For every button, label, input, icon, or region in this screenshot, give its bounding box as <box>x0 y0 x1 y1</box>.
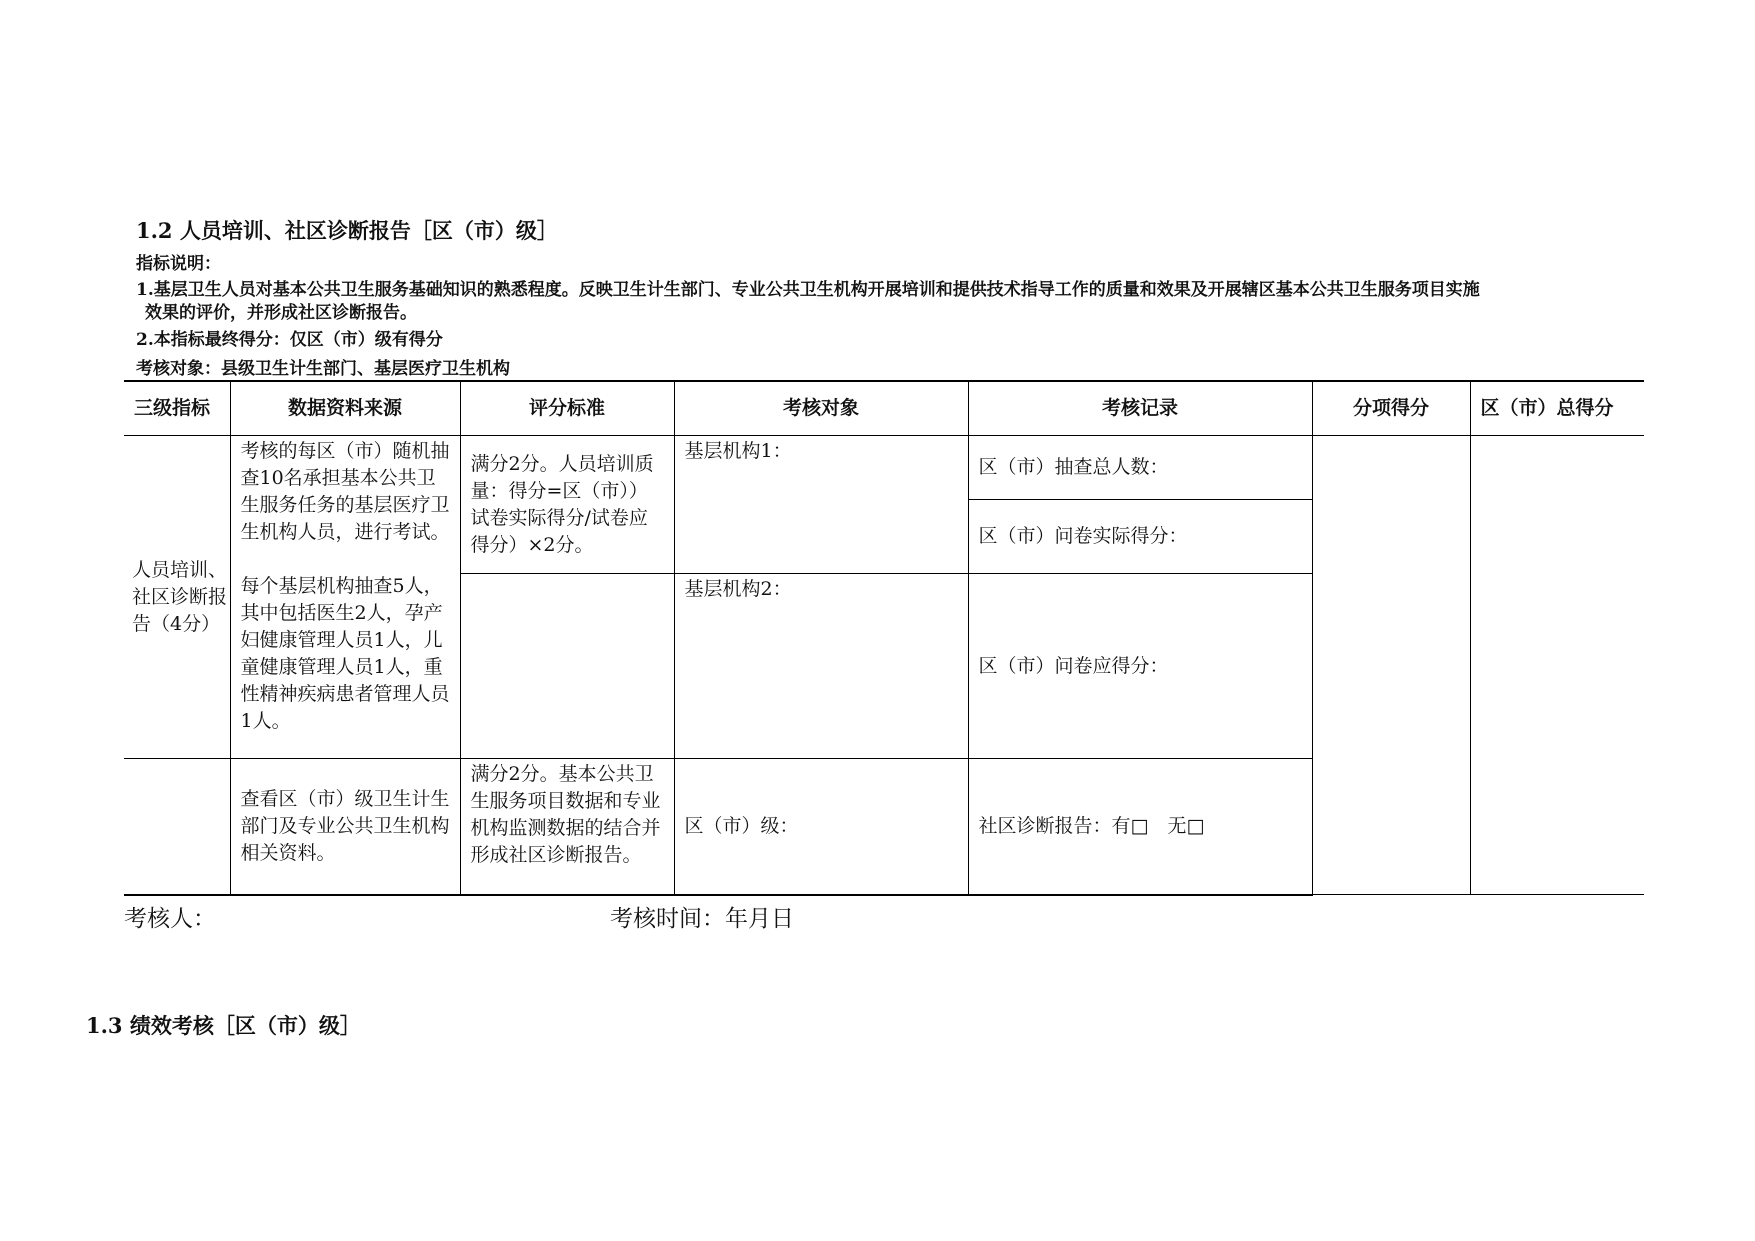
header-criteria: 评分标准 <box>460 381 674 436</box>
header-indicator: 三级指标 <box>124 381 230 436</box>
table-header-row <box>124 381 1644 436</box>
note-2: 2.本指标最终得分：仅区（市）级有得分 <box>136 330 443 350</box>
next-section-title: 1.3 绩效考核［区（市）级］ <box>86 1013 361 1038</box>
indicator-cell: 人员培训、社区诊断报告（4分） <box>124 436 230 759</box>
header-total-score: 区（市）总得分 <box>1470 381 1644 436</box>
criteria-cell-1: 满分2分。人员培训质量：得分=区（市））试卷实际得分/试卷应得分）×2分。 <box>460 436 674 574</box>
target-cell-3: 区（市）级： <box>674 759 968 895</box>
assessor-label: 考核人： <box>124 906 216 932</box>
note-heading: 指标说明： <box>136 254 221 274</box>
total-score-cell[interactable] <box>1470 436 1644 895</box>
record-cell-4[interactable]: 社区诊断报告：有□ 无□ <box>968 759 1312 895</box>
item-score-cell-1[interactable] <box>1312 436 1470 895</box>
source-cell-2: 查看区（市）级卫生计生部门及专业公共卫生机构相关资料。 <box>230 759 460 895</box>
assessment-time-label: 考核时间：年月日 <box>610 906 794 932</box>
source-1b: 每个基层机构抽查5人，其中包括医生2人，孕产妇健康管理人员1人，儿童健康管理人员1人，重性精神疾病患者管理人员1人。 <box>240 575 450 732</box>
record-cell-1: 区（市）抽查总人数： <box>968 436 1312 500</box>
header-source: 数据资料来源 <box>230 381 460 436</box>
assessment-table <box>124 380 1644 896</box>
target-cell-1: 基层机构1： <box>674 436 968 574</box>
section-title: 1.2 人员培训、社区诊断报告［区（市）级］ <box>136 218 558 243</box>
source-1a: 考核的每区（市）随机抽查10名承担基本公共卫生服务任务的基层医疗卫生机构人员，进行考试。 <box>240 440 450 543</box>
header-item-score: 分项得分 <box>1312 381 1470 436</box>
indicator-cell-blank <box>124 759 230 895</box>
header-record: 考核记录 <box>968 381 1312 436</box>
table-row <box>124 436 1644 500</box>
source-cell-1 <box>230 436 460 759</box>
note-1-line-a: 1.基层卫生人员对基本公共卫生服务基础知识的熟悉程度。反映卫生计生部门、专业公共卫生机构开展培训和提供技术指导工作的质量和效果及开展辖区基本公共卫生服务项目实施 <box>136 280 1480 300</box>
criteria-cell-2: 满分2分。基本公共卫生服务项目数据和专业机构监测数据的结合并形成社区诊断报告。 <box>460 759 674 895</box>
record-cell-3: 区（市）问卷应得分： <box>968 574 1312 759</box>
note-1-line-b: 效果的评价，并形成社区诊断报告。 <box>145 303 417 323</box>
criteria-cell-blank <box>460 574 674 759</box>
target-line: 考核对象：县级卫生计生部门、基层医疗卫生机构 <box>136 359 510 379</box>
record-cell-2: 区（市）问卷实际得分： <box>968 500 1312 574</box>
header-target: 考核对象 <box>674 381 968 436</box>
target-cell-2: 基层机构2： <box>674 574 968 759</box>
